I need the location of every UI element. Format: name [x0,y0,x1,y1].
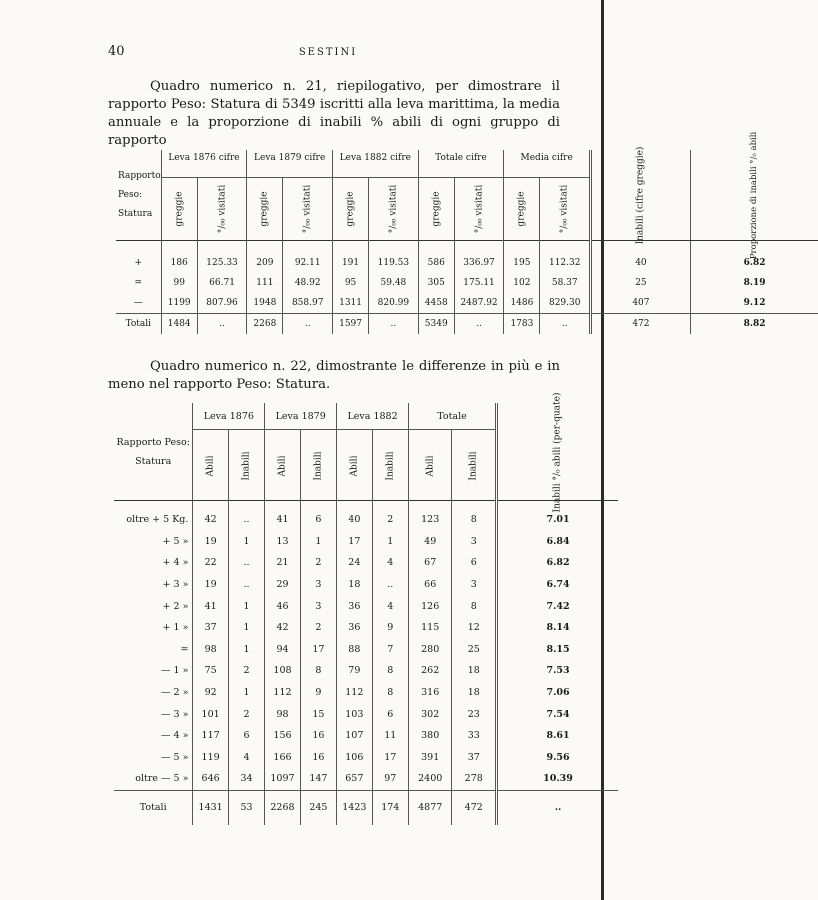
header-proporzione-text: Inabili °/₀ abili (per-quate) [552,392,563,512]
cell: 42 [265,617,300,639]
row-label: — [133,298,143,308]
cell: .. [497,790,618,825]
sub-inabili-text: Inabili [468,450,479,481]
cell: 4877 [408,790,451,825]
cell: 36 [337,617,372,639]
cell: 820.99 [369,293,419,314]
totals-row [116,314,818,335]
cell: 6 [300,509,336,531]
cell: 166 [265,747,300,769]
cell: 6.84 [497,531,618,553]
cell: 10.39 [497,768,618,790]
cell: 9.12 [690,293,818,314]
row-header-text: Rapporto Peso: Statura [116,436,190,467]
header-proporzione [690,131,818,259]
row-label: oltre — 5 » [135,773,189,785]
sub-greggie-text: greggie [516,191,527,227]
cell: 33 [452,725,497,747]
sub-visitati-text: °/₀₀ visitati [474,184,485,234]
cell: .. [228,574,264,596]
cell: 3 [452,531,497,553]
caption-quadro-22 [108,358,560,394]
cell: 66 [408,574,451,596]
cell: 17 [300,639,336,661]
cell: 119.53 [369,253,419,273]
cell: 1423 [337,790,372,825]
row-label: + 1 » [162,622,189,634]
group-leva-1879: Leva 1879 [265,403,337,430]
cell: 3 [300,574,336,596]
cell: 4 [372,552,408,574]
group-totale: Totale cifre [418,150,504,178]
cell: 102 [504,273,540,293]
cell: 6 [452,552,497,574]
cell: 9.56 [497,747,618,769]
header-inabili-text: Inabili (cifre greggie) [635,146,646,244]
cell: 24 [337,552,372,574]
sub-abili [337,430,372,501]
cell: 1 [372,531,408,553]
cell: 6.82 [497,552,618,574]
table-row [114,682,618,704]
cell: .. [228,509,264,531]
sub-abili-text: Abili [205,455,216,476]
cell: .. [369,314,419,335]
row-label: — 3 » [161,708,189,720]
cell: 18 [452,660,497,682]
cell: 7.54 [497,703,618,725]
row-label: + 5 » [162,535,189,547]
sub-greggie [504,178,540,241]
cell: 1 [228,682,264,704]
row-label: + 3 » [162,579,189,591]
table-row [114,703,618,725]
cell: 3 [300,595,336,617]
sub-greggie-text: greggie [174,191,185,227]
table-row [114,531,618,553]
sub-visitati [369,178,419,241]
cell: 2 [228,703,264,725]
cell: 49 [408,531,451,553]
cell: 472 [452,790,497,825]
sub-greggie [418,178,454,241]
cell: .. [540,314,591,335]
header-inabili [591,146,691,244]
table-row [114,725,618,747]
cell: 174 [372,790,408,825]
cell: 209 [247,253,283,273]
cell: 5349 [418,314,454,335]
cell: 117 [193,725,228,747]
cell: 380 [408,725,451,747]
table-quadro-22 [114,392,618,825]
cell: 156 [265,725,300,747]
cell: 111 [247,273,283,293]
row-label: = [180,643,189,655]
table-row [114,509,618,531]
cell: 1948 [247,293,283,314]
cell: 125.33 [197,253,247,273]
sub-inabili-text: Inabili [313,450,324,481]
cell: 17 [337,531,372,553]
table-row [114,574,618,596]
cell: 119 [193,747,228,769]
row-label: + 4 » [162,557,189,569]
cell: 67 [408,552,451,574]
cell: 1 [228,531,264,553]
totals-label: Totali [114,790,193,825]
page-number: 40 [108,44,125,59]
cell: 8 [372,660,408,682]
cell: 1484 [161,314,197,335]
cell: 829.30 [540,293,591,314]
cell: 175.11 [454,273,504,293]
sub-visitati [454,178,504,241]
totals-row [114,790,618,825]
cell: 101 [193,703,228,725]
row-header-rapporto [116,150,161,241]
cell: 2268 [265,790,300,825]
sub-visitati-text: °/₀₀ visitati [388,184,399,234]
sub-greggie-text: greggie [259,191,270,227]
cell: 305 [418,273,454,293]
cell: 21 [265,552,300,574]
cell: 112 [337,682,372,704]
sub-abili [193,430,228,501]
cell: 8 [452,509,497,531]
cell: 92.11 [283,253,333,273]
cell: 40 [591,253,691,273]
table-row [114,552,618,574]
cell: 2400 [408,768,451,790]
cell: 48.92 [283,273,333,293]
cell: 1 [228,617,264,639]
group-leva-1876: Leva 1876 [193,403,265,430]
cell: 2268 [247,314,283,335]
sub-greggie [247,178,283,241]
row-label: = [134,278,143,288]
cell: 1431 [193,790,228,825]
cell: 3 [452,574,497,596]
table-quadro-21 [116,131,818,334]
table-row [114,639,618,661]
cell: 8.82 [690,314,818,335]
cell: 97 [372,768,408,790]
sub-abili-text: Abili [277,455,288,476]
cell: 8 [300,660,336,682]
sub-visitati-text: °/₀₀ visitati [302,184,313,234]
cell: 4 [228,747,264,769]
cell: 16 [300,725,336,747]
sub-visitati-text: °/₀₀ visitati [217,184,228,234]
cell: 6 [372,703,408,725]
cell: 7.53 [497,660,618,682]
cell: 103 [337,703,372,725]
cell: 13 [265,531,300,553]
row-label: + [134,258,143,268]
cell: 7.06 [497,682,618,704]
cell: 191 [332,253,368,273]
cell: 29 [265,574,300,596]
cell: 11 [372,725,408,747]
cell: .. [228,552,264,574]
cell: 407 [591,293,691,314]
cell: 7.42 [497,595,618,617]
sub-greggie-text: greggie [345,191,356,227]
cell: 9 [300,682,336,704]
sub-inabili [452,430,497,501]
table-body [114,509,618,790]
cell: 37 [193,617,228,639]
cell: 18 [452,682,497,704]
cell: 59.48 [369,273,419,293]
cell: 6.74 [497,574,618,596]
cell: 6 [228,725,264,747]
cell: 25 [591,273,691,293]
cell: 19 [193,531,228,553]
group-leva-1879: Leva 1879 cifre [247,150,333,178]
cell: 7 [372,639,408,661]
cell: 40 [337,509,372,531]
sub-greggie [332,178,368,241]
cell: 41 [193,595,228,617]
cell: 391 [408,747,451,769]
row-label: oltre + 5 Kg. [126,514,189,526]
caption-quadro-21 [108,78,560,150]
sub-inabili [300,430,336,501]
totals-label: Totali [116,314,161,335]
table-row [114,768,618,790]
sub-abili-text: Abili [349,455,360,476]
row-label: — 5 » [161,751,189,763]
cell: 245 [300,790,336,825]
cell: 36 [337,595,372,617]
group-totale: Totale [408,403,496,430]
cell: 15 [300,703,336,725]
cell: 1311 [332,293,368,314]
cell: 1 [228,639,264,661]
sub-inabili [228,430,264,501]
cell: 316 [408,682,451,704]
sub-visitati-text: °/₀₀ visitati [559,184,570,234]
cell: 16 [300,747,336,769]
cell: 1783 [504,314,540,335]
cell: 6.82 [690,253,818,273]
cell: 66.71 [197,273,247,293]
cell: 9 [372,617,408,639]
cell: 46 [265,595,300,617]
cell: 1199 [161,293,197,314]
cell: 586 [418,253,454,273]
row-header-text: Rapporto Peso: Statura [118,170,161,219]
sub-inabili [372,430,408,501]
cell: 108 [265,660,300,682]
cell: 92 [193,682,228,704]
cell: 2487.92 [454,293,504,314]
cell: 17 [372,747,408,769]
sub-visitati [283,178,333,241]
cell: 42 [193,509,228,531]
cell: 98 [193,639,228,661]
table-row [116,293,818,314]
header-proporzione [497,392,618,512]
cell: 123 [408,509,451,531]
row-label: — 4 » [161,730,189,742]
row-label: — 1 » [161,665,189,677]
row-header-rapporto [114,403,193,501]
group-media: Media cifre [504,150,591,178]
cell: 79 [337,660,372,682]
group-leva-1876: Leva 1876 cifre [161,150,247,178]
cell: 2 [300,552,336,574]
table-row [116,253,818,273]
cell: 1486 [504,293,540,314]
cell: 472 [591,314,691,335]
page-header [108,44,548,64]
sub-abili-text: Abili [425,455,436,476]
caption-quadro-21-text: Quadro numerico n. 21, riepilogativo, per dimostrare il rapporto Peso: Statura di 5349 iscritti alla leva marittima, la media annuale e la proporzione di inabili % abili di ogni gruppo di rapporto [108,79,560,148]
caption-quadro-22-text: Quadro numerico n. 22, dimostrante le differenze in più e in meno nel rapporto Peso: Statura. [108,359,560,392]
cell: 1597 [332,314,368,335]
cell: 4 [372,595,408,617]
cell: 2 [372,509,408,531]
cell: 95 [332,273,368,293]
group-leva-1882: Leva 1882 cifre [332,150,418,178]
cell: 112.32 [540,253,591,273]
sub-abili [408,430,451,501]
cell: 1097 [265,768,300,790]
cell: .. [454,314,504,335]
cell: 126 [408,595,451,617]
cell: 8.61 [497,725,618,747]
cell: 807.96 [197,293,247,314]
cell: 646 [193,768,228,790]
cell: .. [197,314,247,335]
sub-visitati [197,178,247,241]
table-row [114,660,618,682]
cell: 18 [337,574,372,596]
cell: 195 [504,253,540,273]
cell: 22 [193,552,228,574]
cell: 1 [300,531,336,553]
cell: .. [283,314,333,335]
cell: 8 [372,682,408,704]
cell: 106 [337,747,372,769]
row-label: — 2 » [161,687,189,699]
cell: 858.97 [283,293,333,314]
cell: 278 [452,768,497,790]
cell: 4458 [418,293,454,314]
cell: 7.01 [497,509,618,531]
sub-inabili-text: Inabili [385,450,396,481]
table-row [114,747,618,769]
cell: 2 [300,617,336,639]
cell: 8.15 [497,639,618,661]
sub-greggie-text: greggie [431,191,442,227]
cell: 99 [161,273,197,293]
cell: 8.14 [497,617,618,639]
cell: 115 [408,617,451,639]
cell: .. [372,574,408,596]
cell: 19 [193,574,228,596]
sub-greggie [161,178,197,241]
cell: 302 [408,703,451,725]
cell: 1 [228,595,264,617]
cell: 336.97 [454,253,504,273]
cell: 657 [337,768,372,790]
running-head: SESTINI [298,47,358,58]
cell: 186 [161,253,197,273]
cell: 98 [265,703,300,725]
cell: 25 [452,639,497,661]
table-row [114,595,618,617]
table-row [116,273,818,293]
cell: 23 [452,703,497,725]
sub-inabili-text: Inabili [241,450,252,481]
cell: 34 [228,768,264,790]
cell: 280 [408,639,451,661]
cell: 58.37 [540,273,591,293]
cell: 75 [193,660,228,682]
cell: 2 [228,660,264,682]
cell: 262 [408,660,451,682]
cell: 112 [265,682,300,704]
cell: 147 [300,768,336,790]
table-row [114,617,618,639]
cell: 88 [337,639,372,661]
cell: 94 [265,639,300,661]
cell: 37 [452,747,497,769]
cell: 12 [452,617,497,639]
group-leva-1882: Leva 1882 [337,403,409,430]
cell: 107 [337,725,372,747]
sub-visitati [540,178,591,241]
header-proporzione-text: Proporzione di inabili °/₀ abili [749,131,760,259]
cell: 8.19 [690,273,818,293]
cell: 41 [265,509,300,531]
row-label: + 2 » [162,600,189,612]
sub-abili [265,430,300,501]
cell: 53 [228,790,264,825]
cell: 8 [452,595,497,617]
